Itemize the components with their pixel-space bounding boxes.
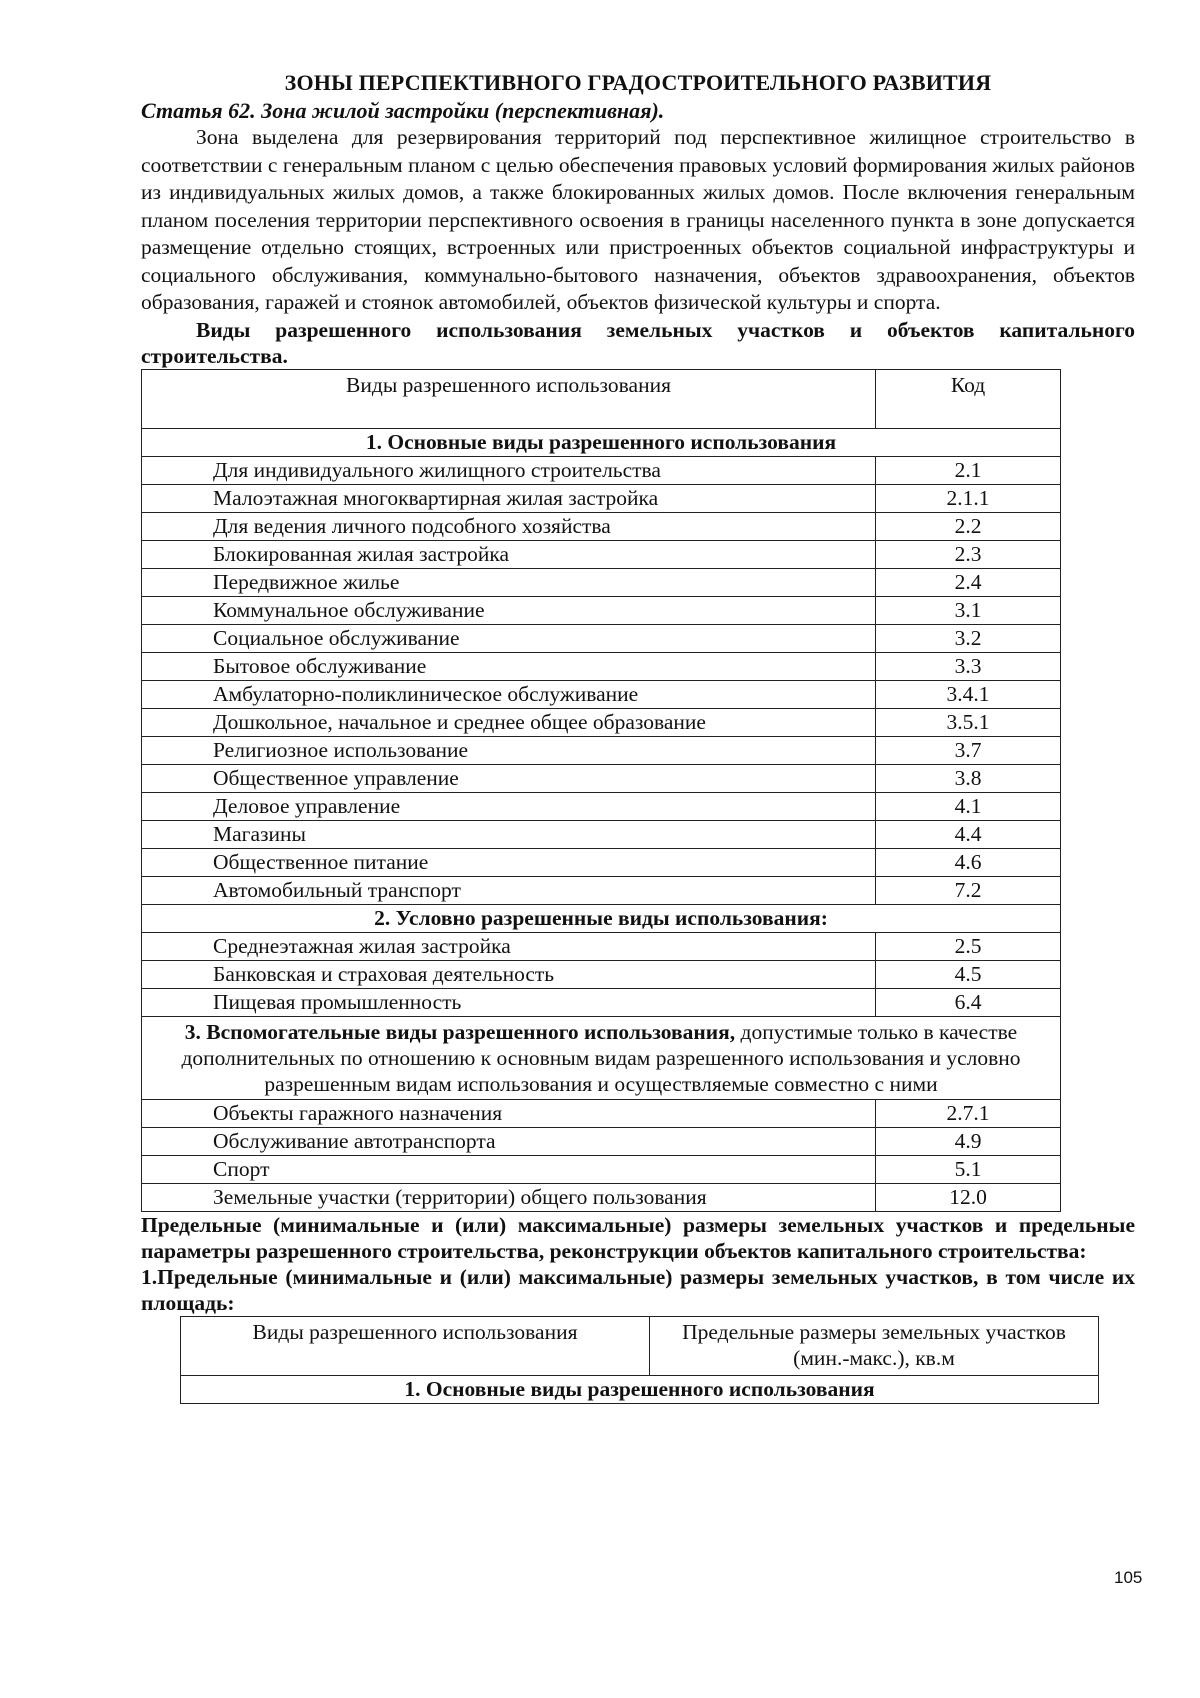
use-code-cell: 4.6 <box>876 848 1061 876</box>
use-name-cell: Среднеэтажная жилая застройка <box>142 932 876 960</box>
use-name-cell: Автомобильный транспорт <box>142 876 876 904</box>
table-row <box>142 484 1061 512</box>
uses-heading <box>141 317 1135 369</box>
table-row <box>142 932 1061 960</box>
use-code-cell: 6.4 <box>876 988 1061 1016</box>
use-code-cell: 4.5 <box>876 960 1061 988</box>
table-row <box>142 624 1061 652</box>
use-name-cell: Передвижное жилье <box>142 568 876 596</box>
group-title-main: 1. Основные виды разрешенного использования <box>181 1375 1099 1403</box>
use-name-cell: Блокированная жилая застройка <box>142 540 876 568</box>
table-row <box>142 1183 1061 1211</box>
use-code-cell: 3.7 <box>876 736 1061 764</box>
table-row <box>142 540 1061 568</box>
use-name-cell: Банковская и страховая деятельность <box>142 960 876 988</box>
use-code-cell: 12.0 <box>876 1183 1061 1211</box>
table-row <box>142 1155 1061 1183</box>
group-title-auxiliary-bold: 3. Вспомогательные виды разрешенного использования, <box>184 1019 736 1044</box>
table-row <box>142 764 1061 792</box>
table-row <box>142 456 1061 484</box>
table-row <box>142 1099 1061 1127</box>
use-name-cell: Религиозное использование <box>142 736 876 764</box>
use-name-cell: Общественное питание <box>142 848 876 876</box>
use-name-cell: Магазины <box>142 820 876 848</box>
use-code-cell: 2.3 <box>876 540 1061 568</box>
use-name-cell: Обслуживание автотранспорта <box>142 1127 876 1155</box>
use-code-cell: 2.1 <box>876 456 1061 484</box>
group-title-main: 1. Основные виды разрешенного использования <box>142 428 1061 456</box>
uses-heading-text: Виды разрешенного использования земельных участков и объектов капитального строительства. <box>141 317 1135 368</box>
intro-paragraph: Зона выделена для резервирования территорий под перспективное жилищное строительство в соответствии с генеральным планом с целью обеспечения правовых условий формирования жилых районов из индивидуальных жилых домов, а также блокированных жилых домов. После включения генеральным планом поселения территории перспективного освоения в границы населенного пункта в зоне допускается размещение отдельно стоящих, встроенных или пристроенных объектов социальной инфраструктуры и социального обслуживания, коммунально-бытового назначения, объектов здравоохранения, объектов образования, гаражей и стоянок автомобилей, объектов физической культуры и спорта. <box>141 125 1135 314</box>
group-row-auxiliary <box>142 1016 1061 1099</box>
use-code-cell: 2.7.1 <box>876 1099 1061 1127</box>
use-code-cell: 5.1 <box>876 1155 1061 1183</box>
use-code-cell: 2.1.1 <box>876 484 1061 512</box>
use-code-cell: 3.3 <box>876 652 1061 680</box>
use-name-cell: Коммунальное обслуживание <box>142 596 876 624</box>
use-code-cell: 2.2 <box>876 512 1061 540</box>
page-number: 105 <box>1114 1568 1143 1587</box>
use-name-cell: Социальное обслуживание <box>142 624 876 652</box>
table-row <box>142 680 1061 708</box>
group-row-main <box>181 1375 1099 1403</box>
table-row <box>142 708 1061 736</box>
limits-heading: Предельные (минимальные и (или) максимальные) размеры земельных участков и предельные параметры разрешенного строительства, реконструкции объектов капитального строительства: <box>141 1212 1135 1263</box>
use-name-cell: Дошкольное, начальное и среднее общее образование <box>142 708 876 736</box>
use-code-cell: 7.2 <box>876 876 1061 904</box>
group-title-auxiliary <box>142 1016 1061 1099</box>
group-row-main <box>142 428 1061 456</box>
use-name-cell: Пищевая промышленность <box>142 988 876 1016</box>
use-code-cell: 4.1 <box>876 792 1061 820</box>
column-header-code: Код <box>876 369 1061 428</box>
use-code-cell: 4.9 <box>876 1127 1061 1155</box>
plot-size-limits-table <box>180 1316 1099 1404</box>
table-row <box>142 960 1061 988</box>
table-row <box>142 596 1061 624</box>
table-row <box>142 568 1061 596</box>
use-code-cell: 3.5.1 <box>876 708 1061 736</box>
section-heading: ЗОНЫ ПЕРСПЕКТИВНОГО ГРАДОСТРОИТЕЛЬНОГО РАЗВИТИЯ <box>284 70 992 95</box>
table-row <box>142 988 1061 1016</box>
table-row <box>142 820 1061 848</box>
document-page <box>141 70 1135 1404</box>
use-code-cell: 2.5 <box>876 932 1061 960</box>
use-name-cell: Бытовое обслуживание <box>142 652 876 680</box>
table-row <box>142 848 1061 876</box>
use-name-cell: Общественное управление <box>142 764 876 792</box>
use-name-cell: Для ведения личного подсобного хозяйства <box>142 512 876 540</box>
group-title-auxiliary-rest: допустимые только в качестве дополнительных по отношению к основным видам разрешенного использования и условно разрешенным видам использования и осуществляемые совместно с ними <box>181 1019 1021 1096</box>
use-code-cell: 2.4 <box>876 568 1061 596</box>
table-row <box>142 736 1061 764</box>
group-row-conditional <box>142 904 1061 932</box>
use-name-cell: Спорт <box>142 1155 876 1183</box>
table-row <box>142 792 1061 820</box>
use-name-cell: Для индивидуального жилищного строительства <box>142 456 876 484</box>
use-code-cell: 4.4 <box>876 820 1061 848</box>
article-title: Статья 62. Зона жилой застройки (перспективная). <box>141 98 665 123</box>
use-code-cell: 3.2 <box>876 624 1061 652</box>
use-code-cell: 3.4.1 <box>876 680 1061 708</box>
table-row <box>142 1127 1061 1155</box>
permitted-uses-table <box>141 369 1061 1212</box>
table-row <box>142 876 1061 904</box>
column-header-name: Виды разрешенного использования <box>181 1316 650 1375</box>
use-name-cell: Земельные участки (территории) общего пользования <box>142 1183 876 1211</box>
table-row <box>142 512 1061 540</box>
use-code-cell: 3.1 <box>876 596 1061 624</box>
use-name-cell: Амбулаторно-поликлиническое обслуживание <box>142 680 876 708</box>
use-code-cell: 3.8 <box>876 764 1061 792</box>
column-header-size: Предельные размеры земельных участков (мин.-макс.), кв.м <box>650 1316 1099 1375</box>
table-header-row <box>142 369 1061 428</box>
limits-subheading: 1.Предельные (минимальные и (или) максимальные) размеры земельных участков, в том числе их площадь: <box>141 1264 1135 1315</box>
use-name-cell: Объекты гаражного назначения <box>142 1099 876 1127</box>
column-header-name: Виды разрешенного использования <box>142 369 876 428</box>
table-header-row <box>181 1316 1099 1375</box>
use-name-cell: Малоэтажная многоквартирная жилая застройка <box>142 484 876 512</box>
table-row <box>142 652 1061 680</box>
use-name-cell: Деловое управление <box>142 792 876 820</box>
group-title-conditional: 2. Условно разрешенные виды использования: <box>142 904 1061 932</box>
